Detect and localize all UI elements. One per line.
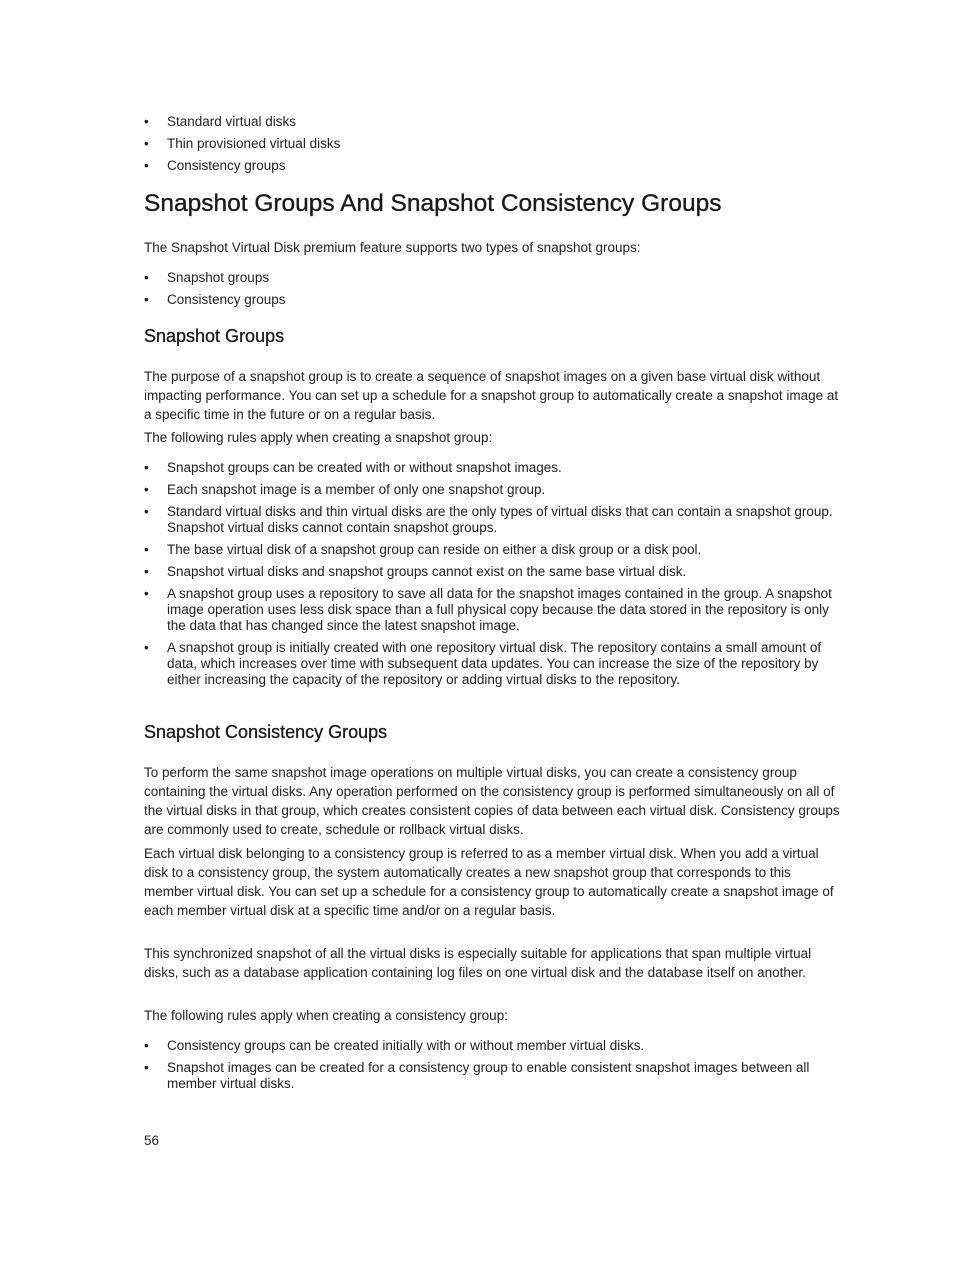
bullet: • [144,460,149,475]
list-item: • A snapshot group is initially created with one repository virtual disk. The repository contains a small amount of data, which increases over time with subsequent data updates. You can increase the size of the repository by either increasing the capacity of the repository or adding virtual disks to the repository. [144,640,822,687]
list-item: • A snapshot group uses a repository to save all data for the snapshot images contained in the group. A snapshot image operation uses less disk space than a full physical copy because the data stored in the repository is only the data that has changed since the latest snapshot image. [144,586,832,633]
main-intro-paragraph: The Snapshot Virtual Disk premium feature supports two types of snapshot groups: [144,240,641,255]
snapshot-groups-paragraph: The purpose of a snapshot group is to create a sequence of snapshot images on a given base virtual disk without impacting performance. You can set up a schedule for a snapshot group to automatically create a snapshot image at a specific time in the future or on a regular basis. [144,369,839,422]
list-item: • Consistency groups can be created initially with or without member virtual disks. [144,1038,645,1053]
bullet: • [144,504,149,519]
list-item: • Snapshot virtual disks and snapshot groups cannot exist on the same base virtual disk. [144,564,687,579]
list-item: • Thin provisioned virtual disks [144,136,341,151]
bullet: • [144,564,149,579]
snapshot-groups-rules-intro: The following rules apply when creating a snapshot group: [144,430,493,445]
list-item: • Standard virtual disks and thin virtual disks are the only types of virtual disks that can contain a snapshot group. Snapshot virtual disks cannot contain snapshot groups. [144,504,833,535]
list-item: • Snapshot groups can be created with or without snapshot images. [144,460,562,475]
consistency-groups-rules-list [144,1038,844,1098]
consistency-groups-paragraph-1: To perform the same snapshot image operations on multiple virtual disks, you can create a consistency group containing the virtual disks. Any operation performed on the consistency group is performed simultaneously on all of the virtual disks in that group, which creates consistent copies of data between each virtual disk. Consistency groups are commonly used to create, schedule or rollback virtual disks. [144,765,840,837]
snapshot-groups-heading: Snapshot Groups [144,326,285,346]
bullet: • [144,1038,149,1053]
list-item: • Each snapshot image is a member of only one snapshot group. [144,482,546,497]
bullet: • [144,482,149,497]
bullet: • [144,292,149,307]
intro-list [144,114,844,180]
list-item: • Snapshot images can be created for a consistency group to enable consistent snapshot images between all member virtual disks. [144,1060,810,1091]
consistency-groups-paragraph-3: This synchronized snapshot of all the virtual disks is especially suitable for applications that span multiple virtual disks, such as a database application containing log files on one virtual disk and the database itself on another. [144,946,812,980]
main-heading: Snapshot Groups And Snapshot Consistency Groups [144,190,722,217]
list-item: • Standard virtual disks [144,114,297,129]
list-item: • Consistency groups [144,292,286,307]
consistency-groups-paragraph-2: Each virtual disk belonging to a consistency group is referred to as a member virtual disk. When you add a virtual disk to a consistency group, the system automatically creates a new snapshot group that corresponds to this member virtual disk. You can set up a schedule for a consistency group to automatically create a snapshot image of each member virtual disk at a specific time and/or on a regular basis. [144,846,834,918]
snapshot-groups-rules-list [144,460,844,694]
bullet: • [144,1060,149,1075]
page-number: 56 [144,1133,160,1148]
bullet: • [144,270,149,285]
bullet: • [144,542,149,557]
list-item: • The base virtual disk of a snapshot group can reside on either a disk group or a disk pool. [144,542,702,557]
bullet: • [144,136,149,151]
bullet: • [144,158,149,173]
list-item: • Consistency groups [144,158,286,173]
bullet: • [144,586,149,601]
types-list [144,270,844,314]
consistency-groups-heading: Snapshot Consistency Groups [144,722,388,742]
bullet: • [144,114,149,129]
consistency-groups-rules-intro: The following rules apply when creating a consistency group: [144,1008,508,1023]
list-item: • Snapshot groups [144,270,270,285]
bullet: • [144,640,149,655]
